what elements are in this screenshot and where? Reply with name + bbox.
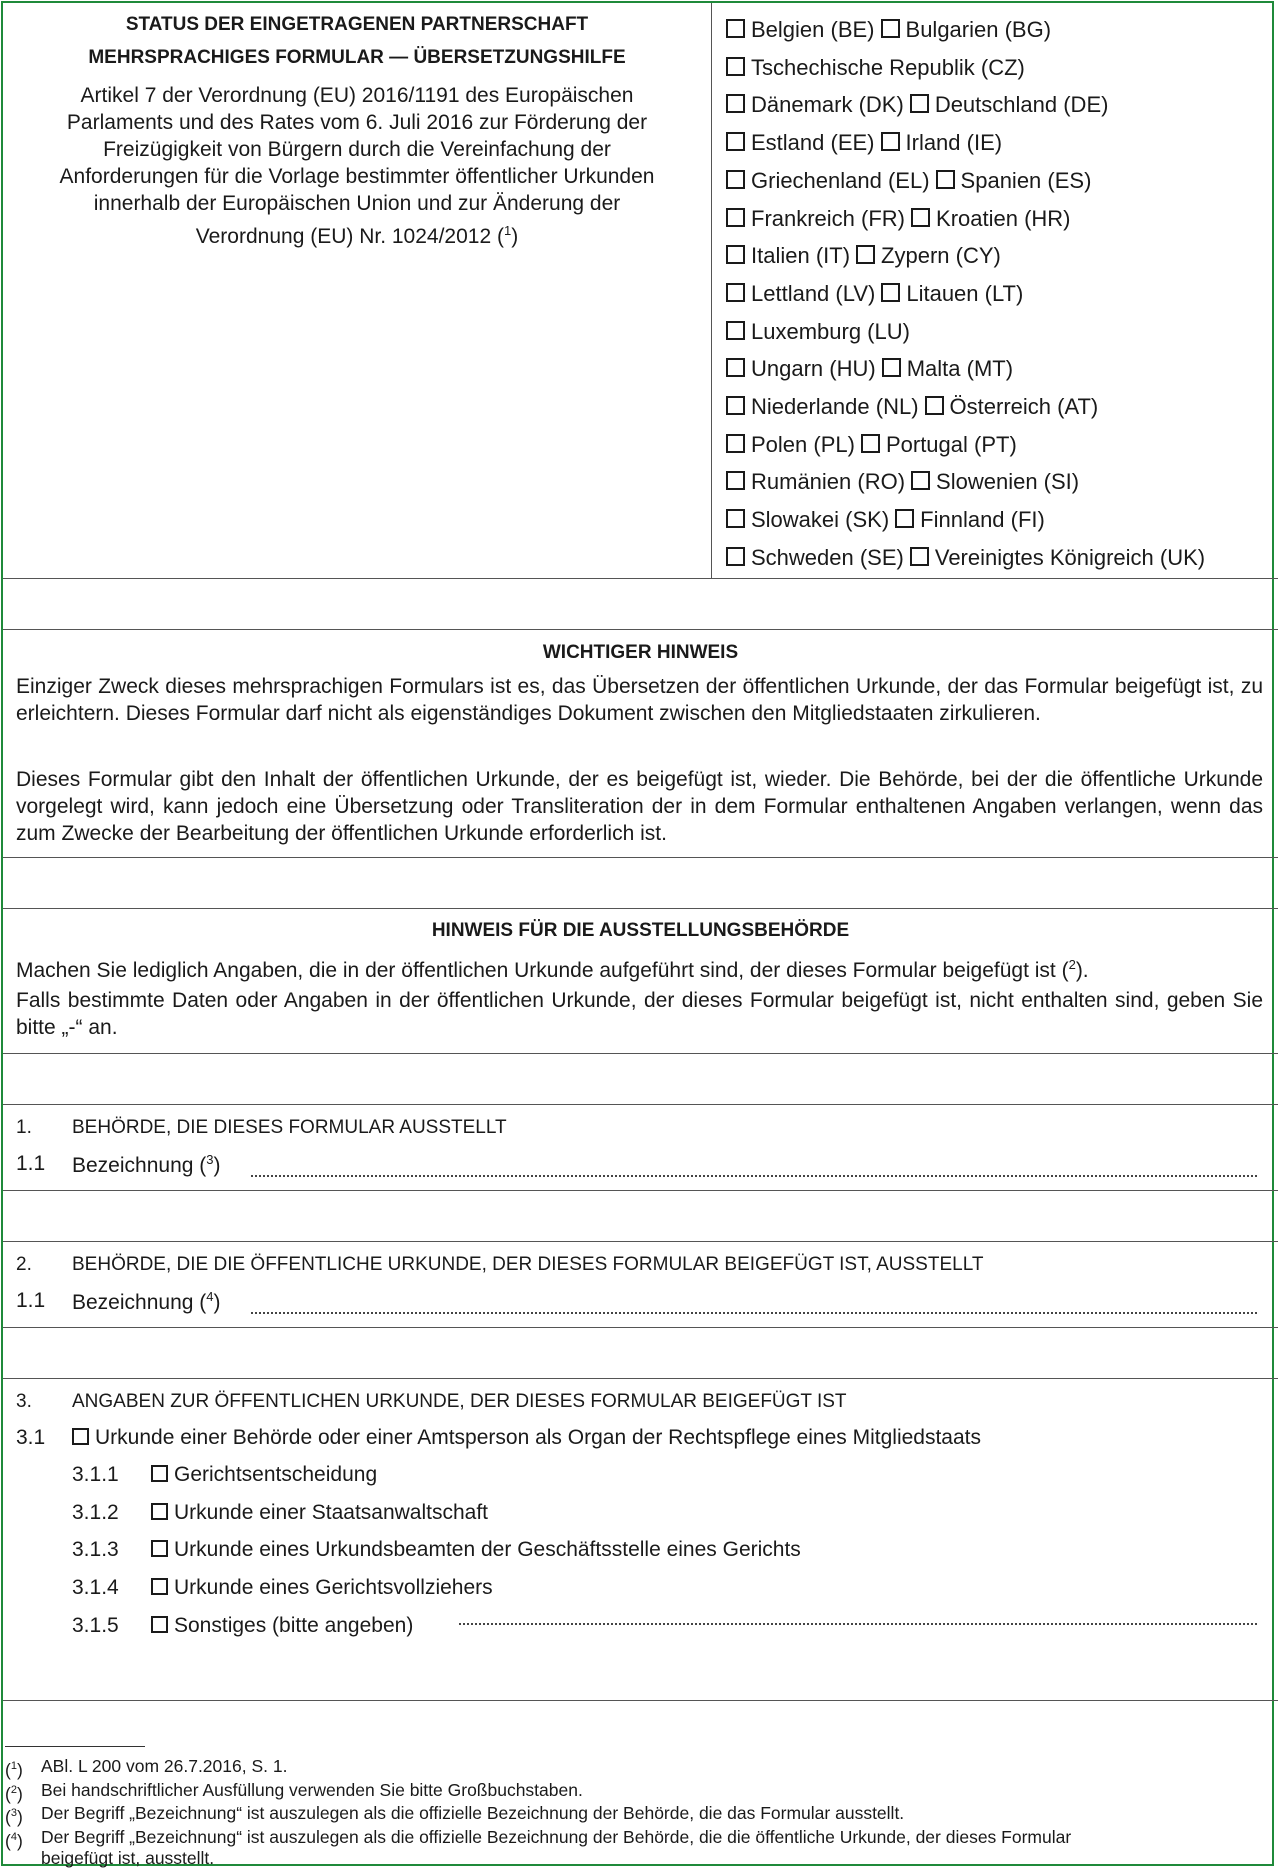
important-notice bbox=[3, 630, 1278, 858]
checkbox[interactable] bbox=[881, 283, 900, 302]
footnote-text: Der Begriff „Bezeichnung“ ist auszulegen als die offizielle Bezeichnung der Behörde, die das Formular ausstellt. bbox=[41, 1803, 905, 1823]
subitem-number: 3.1.2 bbox=[72, 1500, 119, 1524]
checkbox[interactable] bbox=[726, 57, 745, 76]
country-label: Slowakei (SK) bbox=[751, 507, 890, 533]
checkbox[interactable] bbox=[910, 547, 929, 566]
country-row bbox=[726, 501, 1276, 539]
checkbox[interactable] bbox=[911, 471, 930, 490]
checkbox[interactable] bbox=[726, 396, 745, 415]
country-label: Schweden (SE) bbox=[751, 544, 904, 570]
section-1-number: 1. bbox=[16, 1117, 32, 1138]
country-label: Slowenien (SI) bbox=[936, 469, 1080, 495]
country-label: Kroatien (HR) bbox=[936, 205, 1071, 231]
country-label: Malta (MT) bbox=[906, 356, 1014, 382]
checkbox[interactable] bbox=[726, 434, 745, 453]
country-label: Vereinigtes Königreich (UK) bbox=[934, 544, 1206, 570]
country-label: Luxemburg (LU) bbox=[751, 318, 910, 344]
subitem-option bbox=[151, 1463, 377, 1487]
spacer-row bbox=[3, 1054, 1278, 1105]
country-label: Irland (IE) bbox=[905, 130, 1003, 156]
country-row bbox=[726, 49, 1276, 87]
country-label: Griechenland (EL) bbox=[751, 167, 930, 193]
country-label: Belgien (BE) bbox=[751, 17, 875, 42]
checkbox[interactable] bbox=[726, 208, 745, 227]
country-row bbox=[726, 237, 1276, 275]
section-1-1-label: Bezeichnung ($^3$) bbox=[72, 1152, 221, 1177]
other-specify-field[interactable] bbox=[459, 1623, 1257, 1625]
checkbox[interactable] bbox=[895, 509, 914, 528]
authority-notice-title: HINWEIS FÜR DIE AUSSTELLUNGSBEHÖRDE bbox=[431, 920, 850, 941]
country-label: Spanien (ES) bbox=[960, 167, 1092, 193]
country-label: Rumänien (RO) bbox=[751, 469, 906, 495]
country-row bbox=[726, 463, 1276, 501]
checkbox[interactable] bbox=[726, 245, 745, 264]
country-label: Dänemark (DK) bbox=[751, 92, 904, 118]
checkbox[interactable] bbox=[861, 434, 880, 453]
footnote-mark: ($^1$) bbox=[5, 1759, 23, 1780]
country-row bbox=[726, 162, 1276, 200]
checkbox[interactable] bbox=[726, 94, 745, 113]
subitem-label: Urkunde eines Urkundsbeamten der Geschäftsstelle eines Gerichts bbox=[174, 1538, 801, 1562]
subitem-number: 3.1.3 bbox=[72, 1538, 119, 1562]
country-label: Tschechische Republik (CZ) bbox=[751, 54, 1025, 80]
issuing-authority-name-field[interactable] bbox=[251, 1312, 1257, 1314]
checkbox[interactable] bbox=[726, 547, 745, 566]
subitem-number: 3.1.4 bbox=[72, 1576, 119, 1600]
checkbox[interactable] bbox=[925, 396, 944, 415]
country-label: Portugal (PT) bbox=[885, 431, 1017, 457]
checkbox[interactable] bbox=[726, 132, 745, 151]
spacer-row bbox=[3, 579, 1278, 630]
subitem-option bbox=[151, 1576, 493, 1600]
important-notice-title: WICHTIGER HINWEIS bbox=[542, 642, 739, 663]
checkbox[interactable] bbox=[151, 1540, 168, 1557]
country-row bbox=[726, 539, 1276, 577]
authority-notice-p2: Falls bestimmte Daten oder Angaben in der öffentlichen Urkunde, der dieses Formular beigefügt ist, nicht enthalten sind, geben Sie bitte „-“ an. bbox=[16, 989, 1263, 1039]
country-checklist bbox=[726, 11, 1276, 577]
section-3-title: ANGABEN ZUR ÖFFENTLICHEN URKUNDE, DER DIESES FORMULAR BEIGEFÜGT IST bbox=[72, 1391, 847, 1412]
section-2-number: 2. bbox=[16, 1254, 32, 1275]
article-text: Artikel 7 der Verordnung (EU) 2016/1191 des Europäischen Parlaments und des Rates vom 6. Juli 2016 zur Förderung der Freizügigkeit von Bürgern durch die Vereinfachung der Anforderungen für die Vorlage bestimmter öffentlicher Urkunden innerhalb der Europäischen Union und zur Änderung der Verordnung (EU) Nr. 1024/2012 ($^1$) bbox=[59, 84, 655, 248]
country-label: Niederlande (NL) bbox=[751, 394, 919, 420]
country-label: Italien (IT) bbox=[751, 243, 851, 269]
checkbox[interactable] bbox=[911, 208, 930, 227]
spacer-row bbox=[3, 1328, 1278, 1379]
checkbox[interactable] bbox=[726, 321, 745, 340]
footnote-continuation: beigefügt ist, ausstellt. bbox=[41, 1848, 215, 1868]
checkbox[interactable] bbox=[151, 1578, 168, 1595]
country-row bbox=[726, 388, 1276, 426]
country-row bbox=[726, 275, 1276, 313]
subitem-number: 3.1.5 bbox=[72, 1613, 119, 1637]
checkbox[interactable] bbox=[151, 1465, 168, 1482]
checkbox[interactable] bbox=[936, 170, 955, 189]
footnote bbox=[5, 1801, 1274, 1825]
checkbox[interactable] bbox=[151, 1503, 168, 1520]
footnotes bbox=[5, 1754, 1274, 1868]
country-row bbox=[726, 11, 1276, 49]
footnote-mark: ($^3$) bbox=[5, 1806, 23, 1827]
country-row bbox=[726, 86, 1276, 124]
checkbox[interactable] bbox=[726, 19, 745, 38]
country-label: Lettland (LV) bbox=[751, 280, 876, 306]
checkbox[interactable] bbox=[726, 170, 745, 189]
country-row bbox=[726, 426, 1276, 464]
subitem-option bbox=[151, 1538, 801, 1562]
form-title-multilingual: MEHRSPRACHIGES FORMULAR — ÜBERSETZUNGSHILFE bbox=[88, 47, 626, 68]
country-row bbox=[726, 124, 1276, 162]
checkbox[interactable] bbox=[151, 1616, 168, 1633]
checkbox[interactable] bbox=[72, 1428, 89, 1445]
country-label: Österreich (AT) bbox=[949, 394, 1099, 420]
country-label: Frankreich (FR) bbox=[751, 205, 906, 231]
section-1-1-number: 1.1 bbox=[16, 1152, 46, 1175]
checkbox[interactable] bbox=[726, 358, 745, 377]
important-notice-p1: Einziger Zweck dieses mehrsprachigen Formulars ist es, das Übersetzen der öffentlichen Urkunde, der das Formular beigefügt ist, zu erleichtern. Dieses Formular darf nicht als eigenständiges Dokument zwischen den Mitgliedstaaten zirkulieren. bbox=[16, 675, 1263, 725]
section-3-1-item: Urkunde einer Behörde oder einer Amtsperson als Organ der Rechtspflege eines Mitgliedstaats bbox=[72, 1426, 981, 1450]
footnote bbox=[5, 1778, 1274, 1802]
subitem-option bbox=[151, 1614, 413, 1638]
checkbox[interactable] bbox=[856, 245, 875, 264]
important-notice-p2: Dieses Formular gibt den Inhalt der öffentlichen Urkunde, der es beigefügt ist, wieder. Die Behörde, bei der die öffentliche Urkunde vorgelegt wird, kann jedoch eine Übersetzung oder Transliteration der in dem Formular enthaltenen Angaben verlangen, wenn das zum Zwecke der Bearbeitung der öffentlichen Urkunde erforderlich ist. bbox=[16, 768, 1263, 845]
form-title-status: STATUS DER EINGETRAGENEN PARTNERSCHAFT bbox=[125, 14, 589, 35]
footnote-mark: ($^2$) bbox=[5, 1783, 23, 1804]
checkbox[interactable] bbox=[882, 358, 901, 377]
footnote-text: Bei handschriftlicher Ausfüllung verwenden Sie bitte Großbuchstaben. bbox=[41, 1779, 583, 1800]
section-3-number: 3. bbox=[16, 1391, 32, 1412]
authority-name-field[interactable] bbox=[251, 1175, 1257, 1177]
subitem-number: 3.1.1 bbox=[72, 1463, 119, 1486]
footnote-text: Der Begriff „Bezeichnung“ ist auszulegen als die offizielle Bezeichnung der Behörde, die die öffentliche Urkunde, der dieses Formular bbox=[41, 1826, 1072, 1847]
header-left-cell bbox=[3, 3, 712, 578]
subitem-label: Urkunde eines Gerichtsvollziehers bbox=[174, 1576, 493, 1600]
checkbox[interactable] bbox=[881, 132, 900, 151]
checkbox[interactable] bbox=[726, 509, 745, 528]
authority-notice bbox=[3, 909, 1278, 1054]
section-1 bbox=[3, 1105, 1278, 1191]
footnote-mark: ($^4$) bbox=[5, 1830, 23, 1851]
footnote-text: ABl. L 200 vom 26.7.2016, S. 1. bbox=[41, 1756, 288, 1776]
spacer-row bbox=[3, 1191, 1278, 1242]
checkbox[interactable] bbox=[910, 94, 929, 113]
subitem-label: Urkunde einer Staatsanwaltschaft bbox=[174, 1500, 489, 1524]
country-label: Litauen (LT) bbox=[906, 280, 1024, 306]
checkbox[interactable] bbox=[726, 283, 745, 302]
subitem-option bbox=[151, 1501, 488, 1525]
header-row bbox=[3, 3, 1278, 579]
form-page bbox=[1, 1, 1274, 1866]
section-2 bbox=[3, 1242, 1278, 1328]
country-label: Zypern (CY) bbox=[881, 243, 1001, 269]
checkbox[interactable] bbox=[881, 19, 900, 38]
section-3-1-number: 3.1 bbox=[16, 1426, 46, 1449]
subitem-label: Sonstiges (bitte angeben) bbox=[174, 1613, 414, 1637]
authority-notice-p1: Machen Sie lediglich Angaben, die in der öffentlichen Urkunde aufgeführt sind, der dieses Formular beigefügt ist ($^2$). bbox=[16, 957, 1089, 982]
section-2-1-number: 1.1 bbox=[16, 1289, 46, 1312]
country-label: Ungarn (HU) bbox=[751, 356, 876, 382]
section-3 bbox=[3, 1379, 1278, 1701]
country-row bbox=[726, 200, 1276, 238]
country-row bbox=[726, 350, 1276, 388]
country-row bbox=[726, 313, 1276, 351]
section-2-title: BEHÖRDE, DIE DIE ÖFFENTLICHE URKUNDE, DER DIESES FORMULAR BEIGEFÜGT IST, AUSSTELLT bbox=[72, 1254, 984, 1275]
country-label: Deutschland (DE) bbox=[934, 92, 1109, 118]
country-label: Finnland (FI) bbox=[920, 507, 1045, 533]
country-label: Polen (PL) bbox=[751, 431, 855, 457]
footnote bbox=[5, 1825, 1274, 1849]
footnote-separator bbox=[5, 1746, 145, 1747]
subitem-label: Gerichtsentscheidung bbox=[174, 1463, 378, 1486]
section-1-title: BEHÖRDE, DIE DIESES FORMULAR AUSSTELLT bbox=[72, 1117, 507, 1138]
section-2-1-label: Bezeichnung ($^4$) bbox=[72, 1289, 221, 1314]
footnote bbox=[5, 1754, 1274, 1778]
country-label: Estland (EE) bbox=[751, 130, 875, 156]
country-label: Bulgarien (BG) bbox=[905, 17, 1052, 42]
checkbox[interactable] bbox=[726, 471, 745, 490]
spacer-row bbox=[3, 858, 1278, 909]
